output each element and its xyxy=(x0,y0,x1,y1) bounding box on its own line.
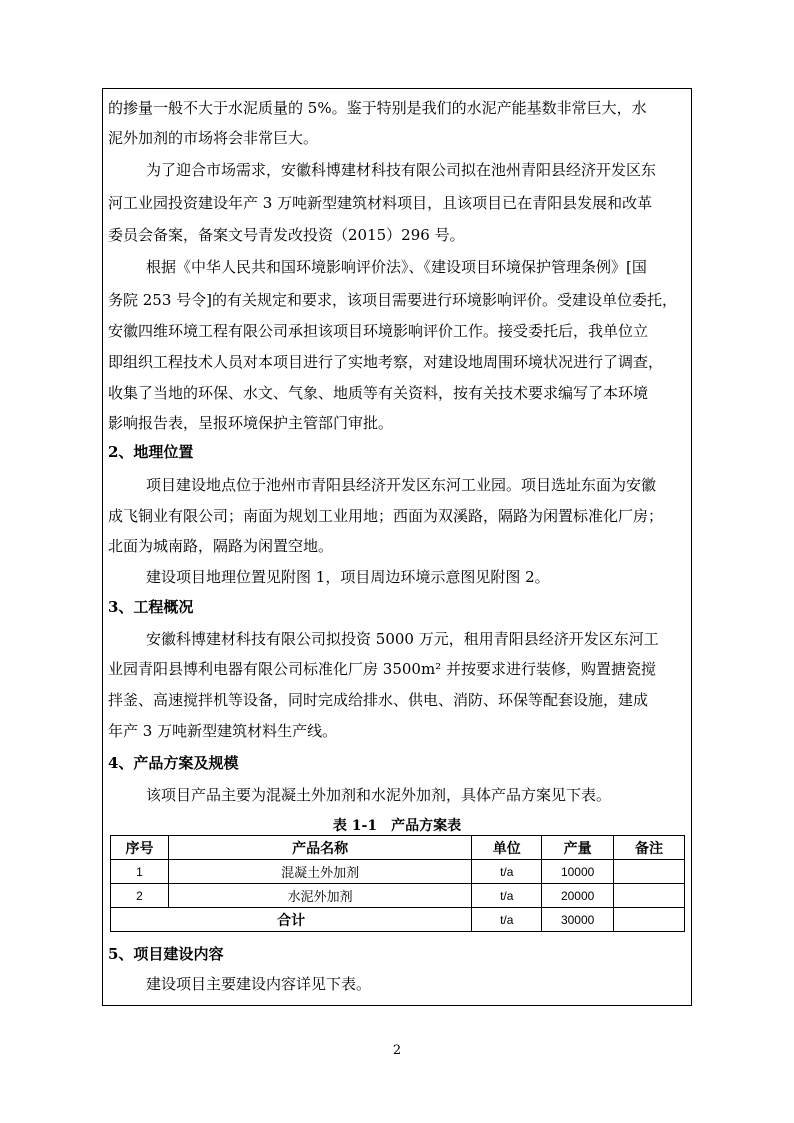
paragraph-line: 收集了当地的环保、水文、气象、地质等有关资料，按有关技术要求编写了本环境 xyxy=(108,384,649,402)
header-cell: 序号 xyxy=(111,836,169,860)
total-label: 合计 xyxy=(111,908,472,932)
table-cell xyxy=(614,884,685,908)
table-cell: 20000 xyxy=(542,884,614,908)
table-cell: 10000 xyxy=(542,860,614,884)
table-cell: 1 xyxy=(111,860,169,884)
total-note xyxy=(614,908,685,932)
paragraph-line: 安徽四维环境工程有限公司承担该项目环境影响评价工作。接受委托后，我单位立 xyxy=(108,322,649,340)
paragraph-line: 项目建设地点位于池州市青阳县经济开发区东河工业园。项目选址东面为安徽 xyxy=(146,476,657,494)
section-heading: 3、工程概况 xyxy=(108,598,194,616)
paragraph-line: 的掺量一般不大于水泥质量的 5%。鉴于特别是我们的水泥产能基数非常巨大，水 xyxy=(108,99,647,117)
table-row xyxy=(111,860,685,884)
paragraph-line: 为了迎合市场需求，安徽科博建材科技有限公司拟在池州青阳县经济开发区东 xyxy=(146,161,657,179)
section-heading: 2、地理位置 xyxy=(108,443,194,461)
table-header-row xyxy=(111,836,685,860)
paragraph-line: 即组织工程技术人员对本项目进行了实地考察，对建设地周围环境状况进行了调查， xyxy=(108,353,664,371)
header-cell: 产量 xyxy=(542,836,614,860)
header-cell: 产品名称 xyxy=(168,836,471,860)
section-heading: 5、项目建设内容 xyxy=(108,945,224,963)
paragraph-line: 年产 3 万吨新型建筑材料生产线。 xyxy=(108,722,338,740)
paragraph-line: 安徽科博建材科技有限公司拟投资 5000 万元，租用青阳县经济开发区东河工 xyxy=(146,630,659,648)
paragraph-line: 北面为城南路，隔路为闲置空地。 xyxy=(108,537,334,555)
paragraph-line: 成飞铜业有限公司；南面为规划工业用地；西面为双溪路，隔路为闲置标准化厂房； xyxy=(108,507,664,525)
paragraph-line: 泥外加剂的市场将会非常巨大。 xyxy=(108,129,319,147)
table-cell: t/a xyxy=(472,884,542,908)
paragraph-line: 影响报告表，呈报环境保护主管部门审批。 xyxy=(108,414,394,432)
paragraph-line: 拌釜、高速搅拌机等设备，同时完成给排水、供电、消防、环保等配套设施，建成 xyxy=(108,691,649,709)
section-heading: 4、产品方案及规模 xyxy=(108,754,239,772)
page-number: 2 xyxy=(392,1043,402,1058)
table-total-row xyxy=(111,908,685,932)
table-row xyxy=(111,884,685,908)
table-cell xyxy=(614,860,685,884)
table-cell: 水泥外加剂 xyxy=(168,884,471,908)
paragraph-line: 建设项目地理位置见附图 1，项目周边环境示意图见附图 2。 xyxy=(146,568,550,586)
total-value: 30000 xyxy=(542,908,614,932)
table-cell: 2 xyxy=(111,884,169,908)
paragraph-line: 该项目产品主要为混凝土外加剂和水泥外加剂，具体产品方案见下表。 xyxy=(146,786,612,804)
paragraph-line: 根据《中华人民共和国环境影响评价法》、《建设项目环境保护管理条例》[国 xyxy=(146,258,647,276)
table-caption: 表 1-1 产品方案表 xyxy=(332,818,462,834)
paragraph-line: 业园青阳县博利电器有限公司标准化厂房 3500m² 并按要求进行装修，购置搪瓷搅 xyxy=(108,660,656,678)
product-table xyxy=(110,835,685,932)
header-cell: 单位 xyxy=(472,836,542,860)
table-cell: t/a xyxy=(472,860,542,884)
table-cell: 混凝土外加剂 xyxy=(168,860,471,884)
paragraph-line: 建设项目主要建设内容详见下表。 xyxy=(146,975,372,993)
paragraph-line: 河工业园投资建设年产 3 万吨新型建筑材料项目，且该项目已在青阳县发展和改革 xyxy=(108,194,653,212)
header-cell: 备注 xyxy=(614,836,685,860)
total-unit: t/a xyxy=(472,908,542,932)
paragraph-line: 委员会备案，备案文号青发改投资（2015）296 号。 xyxy=(108,226,465,244)
paragraph-line: 务院 253 号令]的有关规定和要求，该项目需要进行环境影响评价。受建设单位委托， xyxy=(108,291,678,309)
